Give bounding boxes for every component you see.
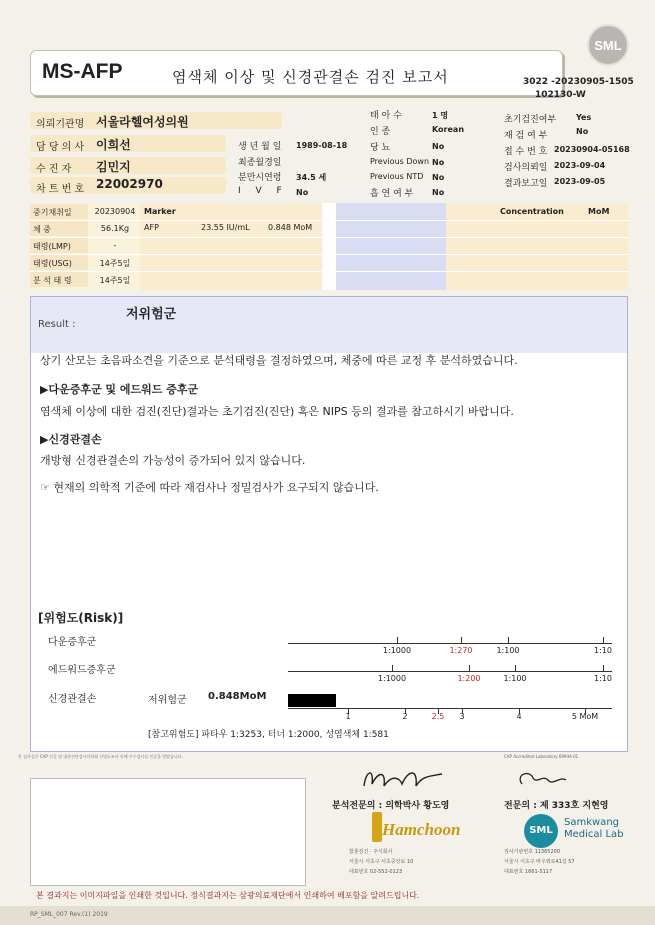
marker-cell: [140, 203, 322, 290]
lmp-label: 최종월경일: [238, 158, 282, 168]
scale-tick: [603, 665, 604, 671]
addr-left-1: 함춘검진 · 주식회사: [349, 849, 393, 855]
smoking-value: No: [432, 188, 445, 197]
diabetes-label: 당 뇨: [370, 143, 391, 153]
table-gridline: [30, 254, 628, 255]
samkwang-name-2: Medical Lab: [564, 829, 624, 840]
retest-label: 재 검 여 부: [504, 131, 548, 141]
result-para2: 염색체 이상에 대한 검진(진단)결과는 초기검진(진단) 혹은 NIPS 등의 결과를 참고하시기 바랍니다.: [40, 405, 514, 418]
sml-logo: [587, 24, 629, 66]
result-head: [31, 297, 627, 353]
hamchoon-logo: Hamchoon: [382, 820, 461, 839]
ivf-label: I V F: [238, 186, 288, 196]
scale-tick-label: 1:1000: [377, 674, 407, 683]
measure-label: 분 석 태 령: [33, 276, 72, 285]
result-label: Result :: [38, 319, 76, 330]
ntd-risk-bar: [288, 694, 336, 707]
measure-value: 14주5일: [99, 276, 131, 285]
signature-left: [356, 762, 446, 794]
retest-value: No: [576, 127, 589, 136]
measure-label: 태령(USG): [33, 259, 72, 268]
comment-box: [30, 778, 306, 886]
scale-tick-label: 4: [516, 712, 522, 721]
scale-tick-label: 1:1000: [382, 646, 412, 655]
result-value: 저위험군: [126, 307, 177, 322]
chart-label: 차 트 번 호: [36, 184, 85, 195]
table-gridline: [30, 220, 628, 221]
conc-header: Concentration: [500, 207, 564, 216]
scale-tick-label: 1:10: [594, 674, 612, 683]
race-label: 인 종: [370, 127, 391, 137]
addr-right-3: 대표번호 1661-5117: [504, 869, 553, 875]
prev-down-value: No: [432, 158, 445, 167]
result-para1: 상기 산모는 초음파소견을 기준으로 분석태령을 결정하였으며, 체중에 따른 교정 후 분석하였습니다.: [40, 354, 518, 367]
edwards-scale-line: [288, 671, 612, 672]
table-gridline: [30, 271, 628, 272]
fetus-label: 태 아 수: [370, 111, 402, 121]
fetus-value: 1 명: [432, 111, 449, 120]
scale-tick-label: 2.5: [431, 712, 445, 721]
addr-left-2: 서울시 서초구 서초중앙로 10: [349, 859, 414, 865]
request-date-label: 검사의뢰일: [504, 163, 548, 173]
samkwang-logo-mark: [524, 814, 558, 848]
birth-label: 생 년 월 일: [238, 142, 282, 152]
institution-value: 서울라헬여성의원: [96, 115, 189, 129]
result-para3: 개방형 신경관결손의 가능성이 증가되어 있지 않습니다.: [40, 454, 306, 467]
footer-small-left: 본 검사실은 CAP 인증 및 대한진단검사의학회 신빙도조사 등에 우수검사실 인증을 받았습니다.: [18, 754, 183, 759]
prev-ntd-label: Previous NTD: [370, 172, 424, 181]
age-label: 분만시연령: [238, 173, 282, 183]
analyst-sign: 분석전문의 : 의학박사 황도영: [332, 801, 450, 811]
smoking-label: 흡 연 여 부: [370, 189, 414, 199]
samkwang-logo-text: SML: [529, 825, 553, 836]
result-section2: ▶신경관결손: [40, 433, 102, 446]
initial-value: Yes: [576, 113, 592, 122]
addr-left-3: 대표번호 02-552-0123: [349, 869, 403, 875]
ntd-mom: 0.848MoM: [208, 691, 267, 702]
initial-label: 초기검진여부: [504, 115, 557, 125]
ivf-value: No: [296, 188, 309, 197]
doctor-label: 담 당 의 사: [36, 142, 85, 153]
down-scale-line: [288, 643, 612, 644]
measure-value: 56.1Kg: [100, 224, 130, 233]
scale-tick-label: 1:100: [503, 674, 527, 683]
institution-label: 의뢰기관명: [36, 119, 85, 130]
blue-cell: [336, 203, 446, 290]
table-gridline: [30, 237, 628, 238]
request-date-value: 2023-09-04: [554, 161, 606, 170]
prev-ntd-value: No: [432, 173, 445, 182]
specialist-sign: 전문의 : 제 333호 지현영: [504, 801, 609, 811]
ntd-scale-line: [288, 708, 612, 709]
scale-tick-label: 3: [459, 712, 465, 721]
samkwang-name-1: Samkwang: [564, 817, 619, 828]
marker-name: AFP: [144, 223, 159, 232]
footer-notice: 본 결과지는 이미지파일을 인쇄한 것입니다. 정식결과지는 삼광의료재단에서 인쇄하여 배포함을 알려드립니다.: [36, 891, 420, 900]
examinee-label: 수 진 자: [36, 164, 72, 175]
doctor-value: 이희선: [96, 138, 131, 152]
scale-tick-label: 1:10: [594, 646, 612, 655]
page-title: 염색체 이상 및 신경관결손 검진 보고서: [172, 68, 449, 86]
measure-label: 태령(LMP): [33, 242, 71, 251]
marker-conc: 23.55 IU/mL: [201, 223, 250, 232]
scale-tick: [508, 637, 509, 643]
marker-mom: 0.848 MoM: [268, 223, 313, 232]
result-para4: ☞ 현재의 의학적 기준에 따라 재검사나 정밀검사가 요구되지 않습니다.: [40, 481, 379, 494]
edwards-label: 에드워드증후군: [48, 665, 116, 676]
measure-value: 14주5일: [99, 259, 131, 268]
marker-header: Marker: [144, 207, 176, 216]
chart-value: 22002970: [96, 177, 163, 191]
addr-right-2: 서울시 서초구 바우뫼로41길 57: [504, 859, 575, 865]
scale-tick-label: 1:270: [449, 646, 473, 655]
measure-label: 체 중: [33, 225, 51, 234]
hamchoon-logo-mark: [372, 812, 382, 842]
race-value: Korean: [432, 125, 465, 134]
age-value: 34.5 세: [296, 173, 327, 182]
report-id-1: 3022 -20230905-1505: [523, 77, 634, 87]
down-label: 다운증후군: [48, 637, 97, 648]
footer-small-right: CAP Accredited Laboratory 6994A-01: [504, 754, 579, 759]
measure-label: 중기채취일: [33, 208, 72, 217]
measure-value: 20230904: [94, 207, 136, 216]
scale-tick: [603, 637, 604, 643]
mom-header: MoM: [588, 207, 610, 216]
birth-value: 1989-08-18: [296, 141, 348, 150]
result-section1: ▶다운증후군 및 에드워드 증후군: [40, 383, 199, 396]
ntd-label: 신경관결손: [48, 694, 97, 705]
scale-tick: [515, 665, 516, 671]
form-number: RP_SML_007 Rev.(1) 2019: [30, 911, 108, 918]
scale-tick-label: 2: [402, 712, 408, 721]
scale-tick-label: 5 MoM: [571, 712, 599, 721]
scale-tick: [469, 665, 470, 671]
measure-value: -: [113, 241, 117, 250]
prev-down-label: Previous Down: [370, 157, 430, 166]
scale-tick-label: 1:200: [457, 674, 481, 683]
ntd-result: 저위험군: [148, 695, 187, 706]
table-divider: [322, 203, 336, 290]
addr-right-1: 검사기관번호 11365200: [504, 849, 561, 855]
risk-reference: [참고위험도] 파타우 1:3253, 터너 1:2000, 성염색체 1:581: [148, 730, 389, 740]
signature-right: [512, 766, 592, 792]
sml-logo-text: SML: [594, 38, 622, 53]
conc-cell: [446, 203, 628, 290]
examinee-value: 김민지: [96, 160, 131, 174]
scale-tick-label: 1:100: [496, 646, 520, 655]
receipt-label: 접 수 번 호: [504, 147, 548, 157]
scale-tick-label: 1: [345, 712, 351, 721]
scale-tick: [461, 637, 462, 643]
report-date-label: 결과보고일: [504, 179, 548, 189]
scale-tick: [397, 637, 398, 643]
risk-heading: [위험도(Risk)]: [38, 611, 124, 625]
report-date-value: 2023-09-05: [554, 177, 606, 186]
scale-tick: [392, 665, 393, 671]
diabetes-value: No: [432, 142, 445, 151]
report-id-2: 102130-W: [535, 90, 586, 100]
receipt-value: 20230904-05168: [554, 145, 630, 154]
title-code: MS-AFP: [42, 60, 123, 83]
